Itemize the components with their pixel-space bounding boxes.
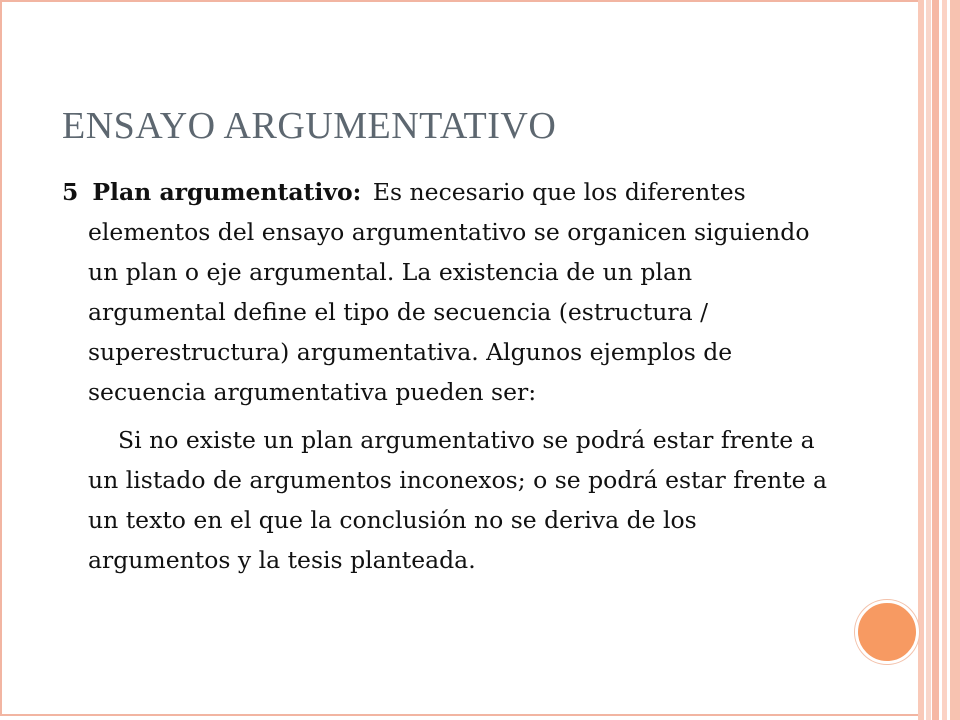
- decorative-stripe: [950, 0, 960, 720]
- paragraph-sin-plan: Si no existe un plan argumentativo se podrá estar frente a un listado de argumentos inconexos; o se podrá estar frente a un texto en el que la conclusión no se deriva de los argumentos y la tesis planteada.: [88, 426, 828, 574]
- decorative-stripe: [942, 0, 947, 720]
- item-number: 5: [62, 178, 79, 206]
- term-label: Plan argumentativo:: [92, 178, 362, 206]
- decorative-circle: [855, 600, 919, 664]
- paragraph-plan-argumentativo: [62, 172, 832, 412]
- decorative-stripe: [918, 0, 924, 720]
- slide-body: [62, 172, 832, 580]
- decorative-stripe: [926, 0, 931, 720]
- paragraph-text: Es necesario que los diferentes elementos del ensayo argumentativo se organicen siguiendo un plan o eje argumental. La existencia de un plan argumental define el tipo de secuencia (estructura / superestructura) argumentativa. Algunos ejemplos de secuencia argumentativa pueden ser:: [88, 178, 810, 406]
- decorative-stripe: [932, 0, 939, 720]
- slide-title: ENSAYO ARGUMENTATIVO: [62, 105, 557, 147]
